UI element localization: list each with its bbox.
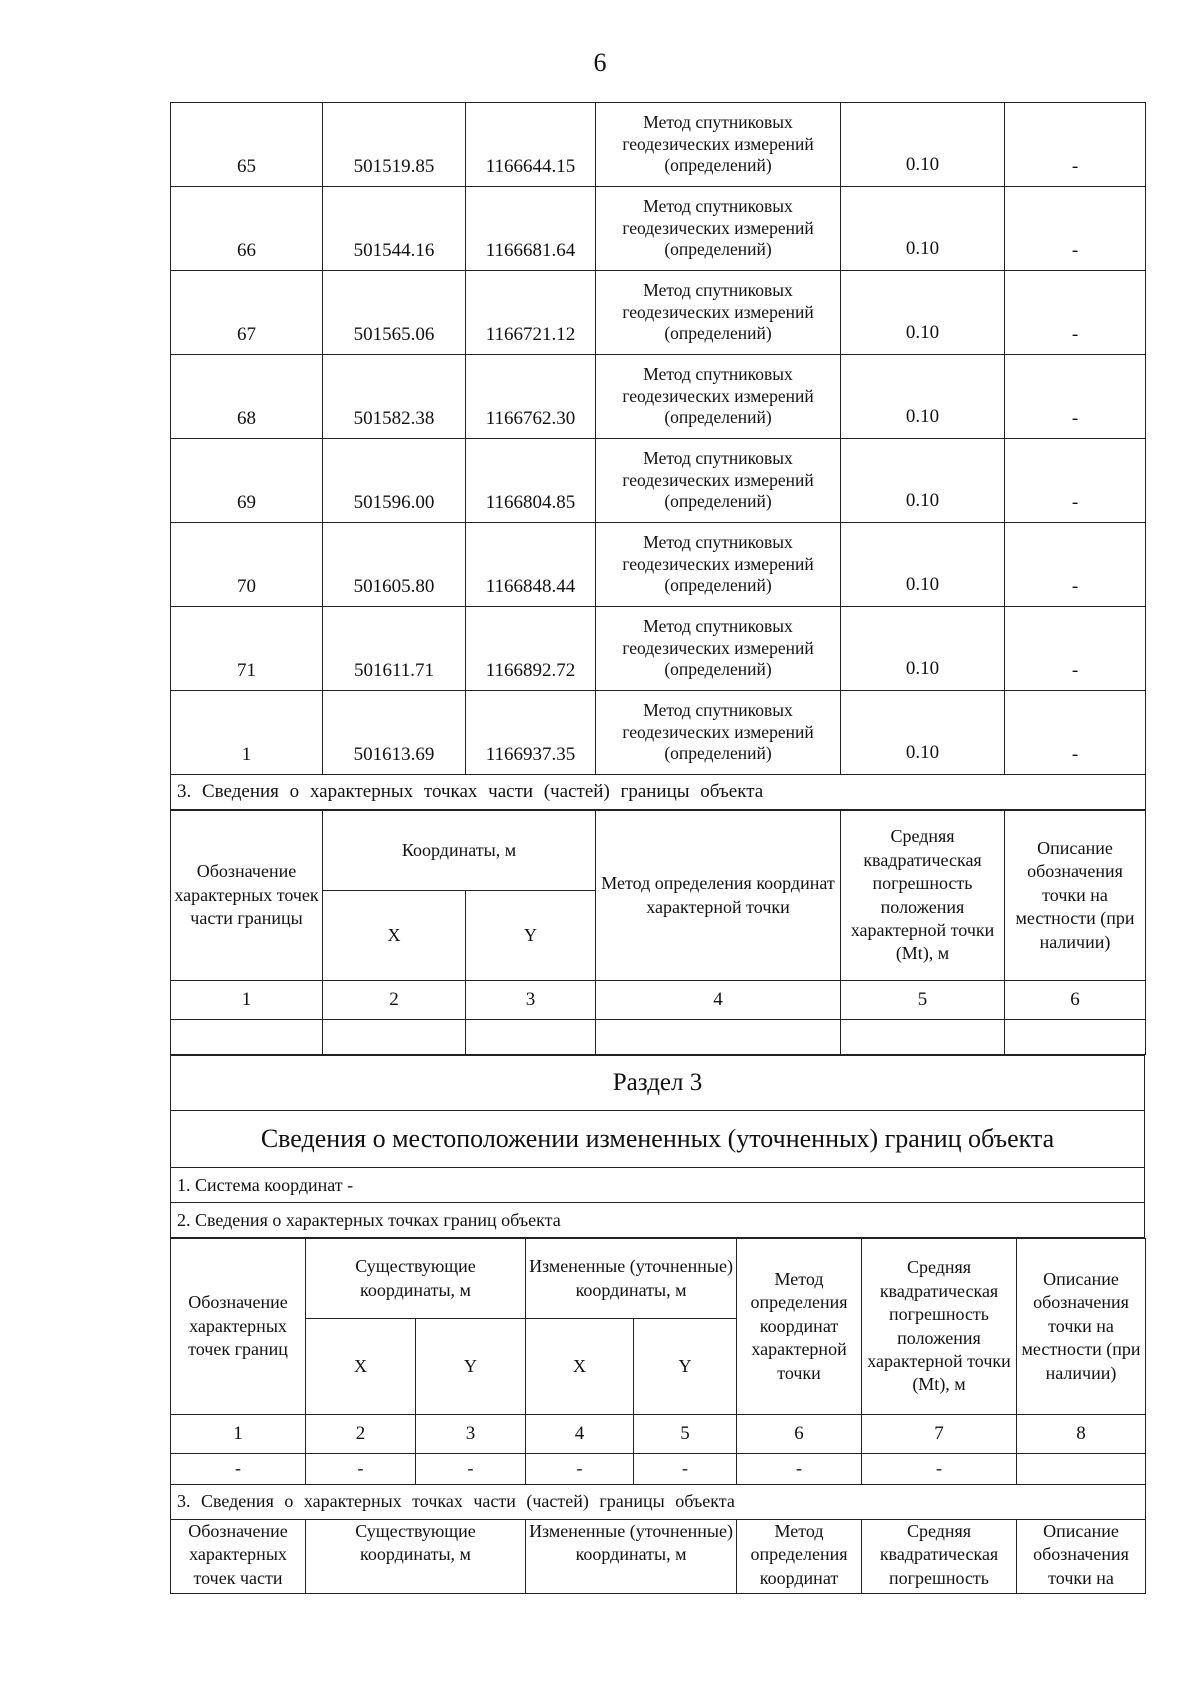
point-y: 1166804.85 — [466, 439, 596, 523]
point-method: Метод спутниковых геодезических измерений (определений) — [596, 103, 841, 187]
point-method: Метод спутниковых геодезических измерений (определений) — [596, 439, 841, 523]
point-y: 1166892.72 — [466, 607, 596, 691]
point-desc: - — [1005, 691, 1146, 775]
point-row — [171, 523, 1146, 607]
dash-cell: - — [737, 1454, 862, 1485]
col-number: 2 — [323, 981, 466, 1020]
changed-header-row-1 — [171, 1239, 1146, 1319]
col-number: 4 — [526, 1415, 634, 1454]
point-row — [171, 271, 1146, 355]
part-col-numbers-row — [171, 981, 1146, 1020]
point-id: 71 — [171, 607, 323, 691]
changed-col-existing: Существующие координаты, м — [306, 1239, 526, 1319]
part-col-desc: Описание обозначения точки на местности (при наличии) — [1005, 811, 1146, 981]
point-id: 67 — [171, 271, 323, 355]
empty-cell — [841, 1020, 1005, 1055]
col-number: 7 — [862, 1415, 1017, 1454]
part-points-table — [170, 810, 1146, 1055]
dash-cell: - — [634, 1454, 737, 1485]
document-sheet — [170, 102, 1145, 1594]
changed-col-mt: Средняя квадратическая погрешность положения характерной точки (Mt), м — [862, 1239, 1017, 1415]
changed-col-x-new: X — [526, 1319, 634, 1415]
point-x: 501596.00 — [323, 439, 466, 523]
point-x: 501605.80 — [323, 523, 466, 607]
part-points-title-2: 3. Сведения о характерных точках части (частей) границы объекта — [171, 1485, 1146, 1520]
point-mt: 0.10 — [841, 607, 1005, 691]
point-x: 501613.69 — [323, 691, 466, 775]
col-number: 5 — [634, 1415, 737, 1454]
part-col-coords: Координаты, м — [323, 811, 596, 891]
changed-boundaries-table — [170, 1238, 1146, 1594]
empty-cell — [1005, 1020, 1146, 1055]
point-mt: 0.10 — [841, 103, 1005, 187]
point-y: 1166937.35 — [466, 691, 596, 775]
dash-cell: - — [526, 1454, 634, 1485]
point-desc: - — [1005, 355, 1146, 439]
point-mt: 0.10 — [841, 355, 1005, 439]
empty-cell — [596, 1020, 841, 1055]
dash-cell: - — [416, 1454, 526, 1485]
point-y: 1166762.30 — [466, 355, 596, 439]
section-subtitle: Сведения о местоположении измененных (уточненных) границ объекта — [171, 1111, 1145, 1168]
point-desc: - — [1005, 187, 1146, 271]
point-id: 70 — [171, 523, 323, 607]
changed-col-desc: Описание обозначения точки на местности (при наличии) — [1017, 1239, 1146, 1415]
point-y: 1166681.64 — [466, 187, 596, 271]
point-desc: - — [1005, 439, 1146, 523]
changed-col-x-existing: X — [306, 1319, 416, 1415]
changed-col-changed: Измененные (уточненные) координаты, м — [526, 1239, 737, 1319]
point-x: 501519.85 — [323, 103, 466, 187]
changed-col-designation: Обозначение характерных точек границ — [171, 1239, 306, 1415]
point-id: 66 — [171, 187, 323, 271]
col-number: 2 — [306, 1415, 416, 1454]
part-col-x: X — [323, 891, 466, 981]
point-id: 68 — [171, 355, 323, 439]
point-desc: - — [1005, 523, 1146, 607]
point-row — [171, 691, 1146, 775]
part-col-y: Y — [466, 891, 596, 981]
dash-cell: - — [171, 1454, 306, 1485]
part-points-title-row — [171, 775, 1146, 810]
point-method: Метод спутниковых геодезических измерений (определений) — [596, 607, 841, 691]
part2-header-row — [171, 1520, 1146, 1594]
part-points-title-2-row — [171, 1485, 1146, 1520]
part2-col-method: Метод определения координат — [737, 1520, 862, 1594]
point-mt: 0.10 — [841, 187, 1005, 271]
col-number: 6 — [1005, 981, 1146, 1020]
point-x: 501565.06 — [323, 271, 466, 355]
point-x: 501611.71 — [323, 607, 466, 691]
point-mt: 0.10 — [841, 691, 1005, 775]
part2-col-desc: Описание обозначения точки на — [1017, 1520, 1146, 1594]
empty-cell — [466, 1020, 596, 1055]
point-row — [171, 355, 1146, 439]
section-3-titles — [170, 1055, 1145, 1238]
col-number: 5 — [841, 981, 1005, 1020]
col-number: 8 — [1017, 1415, 1146, 1454]
point-id: 1 — [171, 691, 323, 775]
part-col-method: Метод определения координат характерной точки — [596, 811, 841, 981]
point-row — [171, 607, 1146, 691]
boundary-points-title: 2. Сведения о характерных точках границ объекта — [171, 1203, 1145, 1238]
part-col-designation: Обозначение характерных точек части границы — [171, 811, 323, 981]
part2-col-changed: Измененные (уточненные) координаты, м — [526, 1520, 737, 1594]
point-row — [171, 103, 1146, 187]
point-method: Метод спутниковых геодезических измерений (определений) — [596, 355, 841, 439]
point-id: 65 — [171, 103, 323, 187]
col-number: 6 — [737, 1415, 862, 1454]
point-mt: 0.10 — [841, 439, 1005, 523]
changed-col-y-existing: Y — [416, 1319, 526, 1415]
part2-col-mt: Средняя квадратическая погрешность — [862, 1520, 1017, 1594]
dash-cell — [1017, 1454, 1146, 1485]
col-number: 4 — [596, 981, 841, 1020]
point-method: Метод спутниковых геодезических измерений (определений) — [596, 271, 841, 355]
point-row — [171, 187, 1146, 271]
page-number: 6 — [593, 48, 607, 77]
dash-cell: - — [862, 1454, 1017, 1485]
empty-cell — [323, 1020, 466, 1055]
point-desc: - — [1005, 271, 1146, 355]
point-desc: - — [1005, 103, 1146, 187]
part-empty-row — [171, 1020, 1146, 1055]
point-row — [171, 439, 1146, 523]
boundary-points-body — [171, 103, 1146, 775]
point-method: Метод спутниковых геодезических измерений (определений) — [596, 691, 841, 775]
point-method: Метод спутниковых геодезических измерений (определений) — [596, 523, 841, 607]
point-y: 1166644.15 — [466, 103, 596, 187]
part-header-row-1 — [171, 811, 1146, 891]
part2-col-designation: Обозначение характерных точек части — [171, 1520, 306, 1594]
point-mt: 0.10 — [841, 271, 1005, 355]
point-desc: - — [1005, 607, 1146, 691]
changed-col-numbers-row — [171, 1415, 1146, 1454]
col-number: 1 — [171, 981, 323, 1020]
part2-col-existing: Существующие координаты, м — [306, 1520, 526, 1594]
changed-dash-row — [171, 1454, 1146, 1485]
col-number: 3 — [416, 1415, 526, 1454]
part-col-mt: Средняя квадратическая погрешность положения характерной точки (Mt), м — [841, 811, 1005, 981]
point-mt: 0.10 — [841, 523, 1005, 607]
point-x: 501544.16 — [323, 187, 466, 271]
col-number: 3 — [466, 981, 596, 1020]
section-title: Раздел 3 — [171, 1056, 1145, 1111]
point-method: Метод спутниковых геодезических измерений (определений) — [596, 187, 841, 271]
point-y: 1166721.12 — [466, 271, 596, 355]
point-id: 69 — [171, 439, 323, 523]
empty-cell — [171, 1020, 323, 1055]
part-points-title: 3. Сведения о характерных точках части (частей) границы объекта — [171, 775, 1146, 810]
col-number: 1 — [171, 1415, 306, 1454]
changed-col-y-new: Y — [634, 1319, 737, 1415]
boundary-points-table — [170, 102, 1146, 810]
point-y: 1166848.44 — [466, 523, 596, 607]
coord-system-label: 1. Система координат - — [171, 1168, 1145, 1203]
changed-col-method: Метод определения координат характерной точки — [737, 1239, 862, 1415]
dash-cell: - — [306, 1454, 416, 1485]
point-x: 501582.38 — [323, 355, 466, 439]
